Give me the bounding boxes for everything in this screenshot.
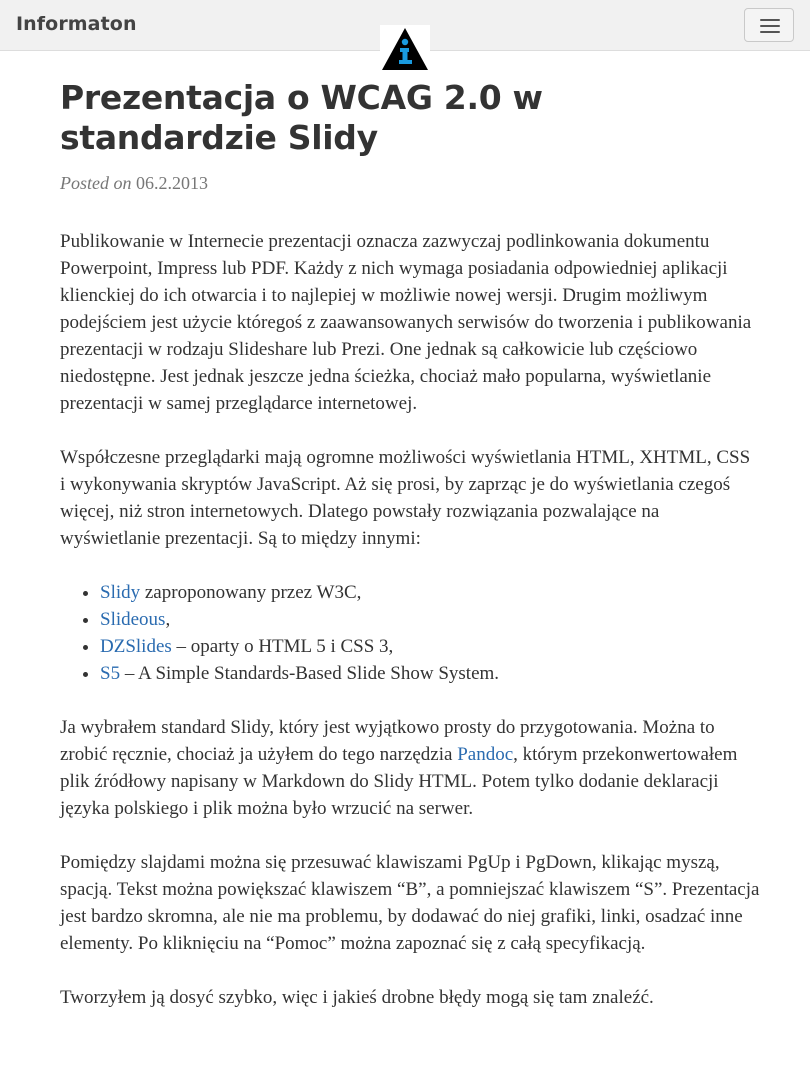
page-title: Prezentacja o WCAG 2.0 w standardzie Slidy [60, 78, 543, 157]
site-logo[interactable] [380, 25, 430, 72]
hamburger-menu-icon [760, 31, 780, 33]
article [60, 78, 760, 1011]
paragraph-notes: Tworzyłem ją dosyć szybko, więc i jakieś drobne błędy mogą się tam znaleźć. [60, 987, 654, 1008]
menu-toggle-button[interactable] [744, 8, 794, 42]
solutions-list [60, 579, 760, 687]
hamburger-menu-icon [760, 25, 780, 27]
list-item-text: – A Simple Standards-Based Slide Show System. [120, 663, 500, 684]
list-item-text: , [165, 609, 171, 630]
list-item-text: – oparty o HTML 5 i CSS 3, [171, 636, 394, 657]
paragraph-text: , którym przekonwertowałem plik źródłowy napisany w Markdown do Slidy HTML. Potem tylko dodanie deklaracji języka polskiego i plik można było wrzucić na serwer. [60, 744, 738, 819]
list-item [100, 660, 760, 687]
site-brand-link[interactable]: Informaton [16, 13, 137, 35]
list-item [100, 579, 760, 606]
link-slidy[interactable]: Slidy [100, 582, 141, 603]
list-item [100, 606, 760, 633]
paragraph-navigation: Pomiędzy slajdami można się przesuwać klawiszami PgUp i PgDown, klikając myszą, spacją. Tekst można powiększać klawiszem “B”, a pomniejszać klawiszem “S”. Prezentacja jest bardzo skromna, ale nie ma problemu, by dodawać do niej grafiki, linki, osadzać inne elementy. Po kliknięciu na “Pomoc” można zapoznać się z całą specyfikacją. [60, 852, 760, 954]
posted-date: 06.2.2013 [136, 173, 208, 193]
posted-label: Posted on [60, 173, 132, 193]
link-s5[interactable]: S5 [100, 663, 121, 684]
paragraph-slidy [60, 714, 760, 822]
paragraph-browsers: Współczesne przeglądarki mają ogromne możliwości wyświetlania HTML, XHTML, CSS i wykonywania skryptów JavaScript. Aż się prosi, by zaprząc je do wyświetlania czegoś więcej, niż stron internetowych. Dlatego powstały rozwiązania pozwalające na wyświetlanie prezentacji. Są to między innymi: [60, 447, 751, 549]
paragraph-text: Ja wybrałem standard Slidy, który jest wyjątkowo prosty do przygotowania. Można to zrobić ręcznie, chociaż ja użyłem do tego narzędzia [60, 717, 715, 765]
list-item [100, 633, 760, 660]
link-dzslides[interactable]: DZSlides [100, 636, 172, 657]
link-pandoc[interactable]: Pandoc [457, 744, 514, 765]
info-triangle-icon [380, 25, 430, 72]
paragraph-intro: Publikowanie w Internecie prezentacji oznacza zazwyczaj podlinkowania dokumentu Powerpoint, Impress lub PDF. Każdy z nich wymaga posiadania odpowiedniej aplikacji klienckiej do ich otwarcia i to najlepiej w możliwie nowej wersji. Drugim możliwym podejściem jest użycie któregoś z zaawansowanych serwisów do tworzenia i publikowania prezentacji w rodzaju Slideshare lub Prezi. One jednak są całkowicie lub częściowo niedostępne. Jest jednak jeszcze jedna ścieżka, chociaż mało popularna, wyświetlanie prezentacji w samej przeglądarce internetowej. [60, 231, 752, 414]
hamburger-menu-icon [760, 19, 780, 21]
post-meta [60, 172, 760, 194]
list-item-text: zaproponowany przez W3C, [140, 582, 362, 603]
link-slideous[interactable]: Slideous [100, 609, 166, 630]
